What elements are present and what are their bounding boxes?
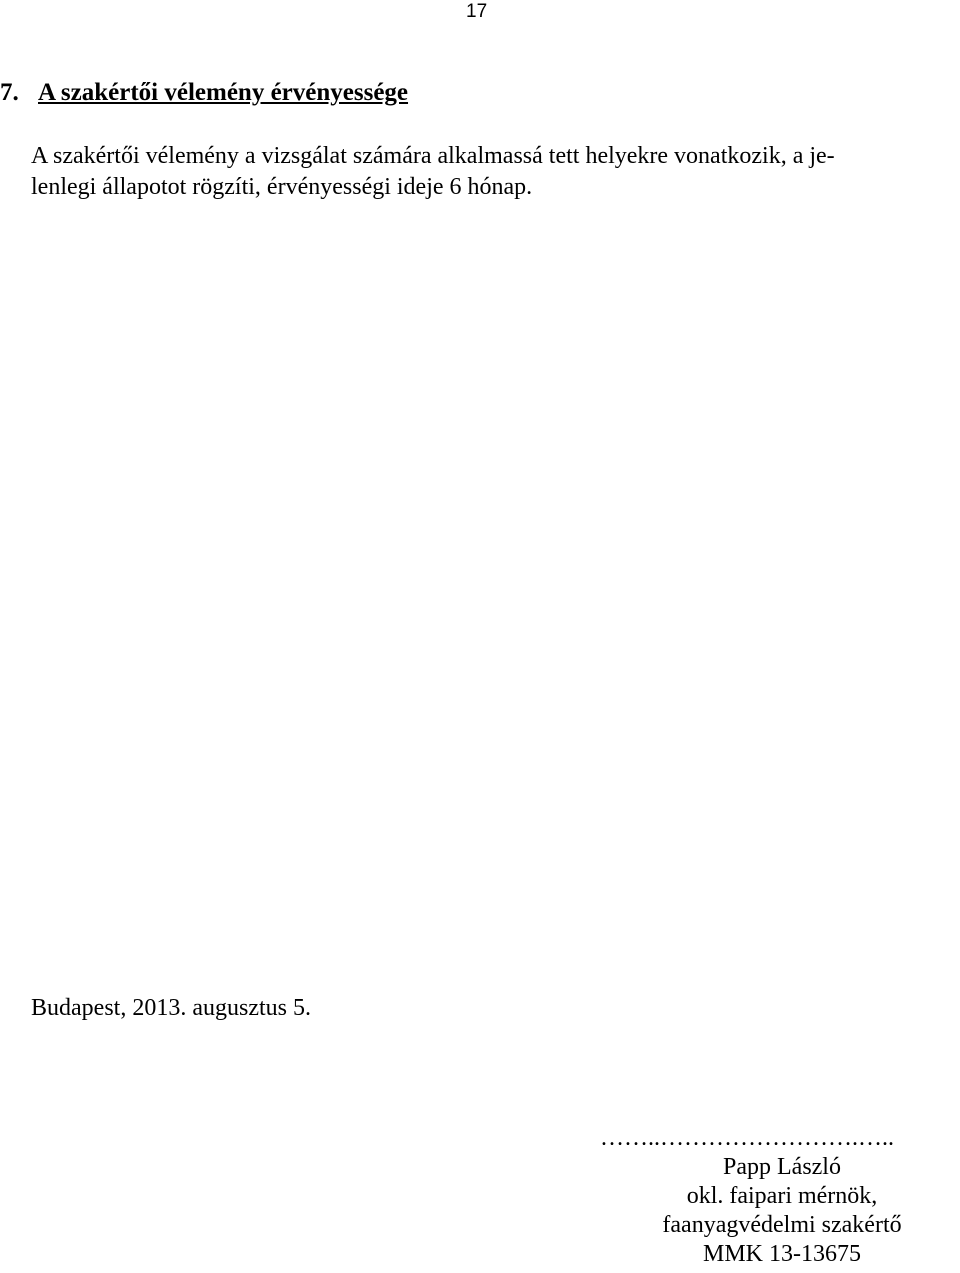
signer-registration: MMK 13-13675 xyxy=(702,1241,861,1267)
section-heading xyxy=(0,78,408,108)
section-title: A szakértői vélemény érvényessége xyxy=(38,79,409,106)
signer-name: Papp László xyxy=(723,1154,841,1180)
body-line: lenlegi állapotot rögzíti, érvényességi ideje 6 hónap. xyxy=(31,174,533,200)
page-number: 17 xyxy=(466,1,488,22)
signer-qualification: okl. faipari mérnök, xyxy=(686,1183,878,1209)
section-number: 7. xyxy=(0,79,19,106)
signer-role: faanyagvédelmi szakértő xyxy=(662,1212,902,1238)
signature-block xyxy=(600,1124,960,1269)
signature-line: ……..…………………….….. xyxy=(600,1125,894,1151)
place-date: Budapest, 2013. augusztus 5. xyxy=(31,995,311,1021)
body-paragraph xyxy=(31,141,951,203)
body-line: A szakértői vélemény a vizsgálat számára alkalmassá tett helyekre vonatkozik, a je- xyxy=(31,143,835,169)
